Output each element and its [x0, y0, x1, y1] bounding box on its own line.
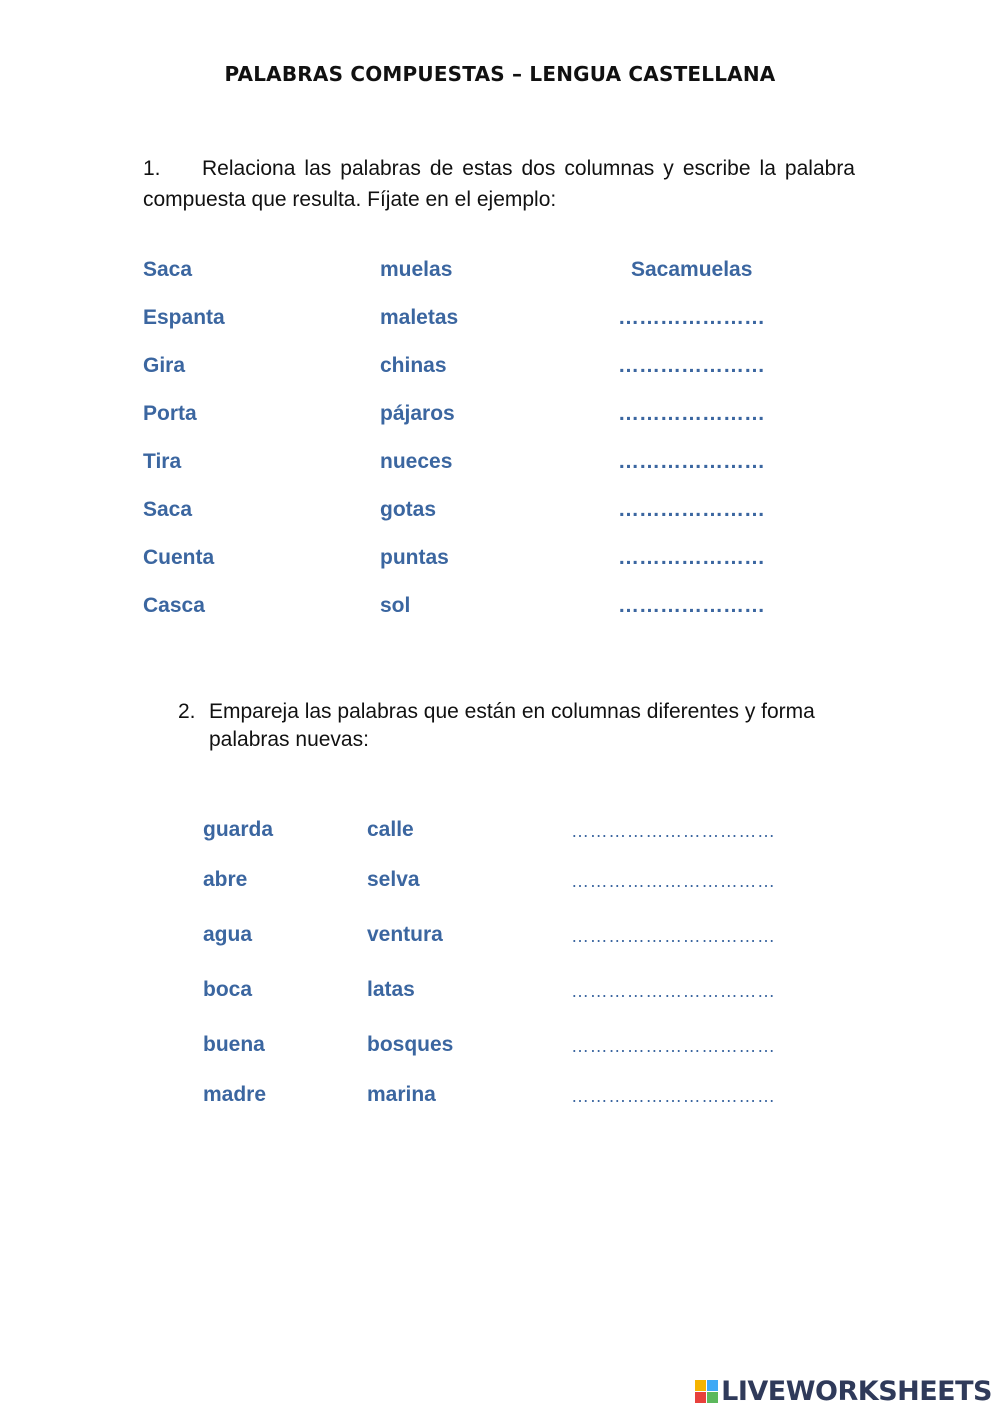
table-row	[143, 594, 863, 642]
first-word: Gira	[143, 354, 186, 377]
table-row	[143, 546, 863, 594]
answer-blank[interactable]: ……………………………	[571, 981, 776, 1001]
table-row	[143, 258, 863, 306]
logo-text: LIVEWORKSHEETS	[721, 1375, 992, 1407]
table-row	[203, 868, 853, 898]
first-word: boca	[203, 978, 253, 1001]
answer-blank[interactable]: …………………	[618, 306, 765, 329]
table-row	[203, 923, 853, 953]
answer-blank[interactable]: …………………	[618, 402, 765, 425]
first-word: Cuenta	[143, 546, 215, 569]
second-word: bosques	[367, 1033, 454, 1056]
table-row	[203, 978, 853, 1008]
second-word: nueces	[380, 450, 453, 473]
first-word: buena	[203, 1033, 265, 1056]
second-word: muelas	[380, 258, 453, 281]
table-row	[203, 1033, 853, 1063]
logo-icon	[695, 1380, 718, 1403]
table-row	[203, 1083, 853, 1113]
logo-square	[695, 1392, 706, 1403]
example-answer: Sacamuelas	[631, 258, 753, 281]
second-word: pájaros	[380, 402, 455, 425]
exercise-2-instruction	[178, 698, 858, 754]
exercise-1-number: 1.	[143, 157, 161, 180]
logo-square	[707, 1392, 718, 1403]
first-word: Porta	[143, 402, 197, 425]
first-word: abre	[203, 868, 248, 891]
second-word: gotas	[380, 498, 437, 521]
table-row	[143, 306, 863, 354]
answer-blank[interactable]: …………………	[618, 354, 765, 377]
first-word: madre	[203, 1083, 267, 1106]
table-row	[143, 354, 863, 402]
second-word: maletas	[380, 306, 459, 329]
logo-square	[707, 1380, 718, 1391]
first-word: guarda	[203, 818, 274, 841]
exercise-1-table	[143, 258, 863, 642]
table-row	[143, 402, 863, 450]
exercise-1-text: Relaciona las palabras de estas dos columnas y escribe la palabra compuesta que resulta. Fíjate en el ejemplo:	[143, 157, 855, 211]
logo-square	[695, 1380, 706, 1391]
table-row	[143, 450, 863, 498]
answer-blank[interactable]: …………………	[618, 450, 765, 473]
second-word: ventura	[367, 923, 443, 946]
second-word: latas	[367, 978, 415, 1001]
answer-blank[interactable]: ……………………………	[571, 1086, 776, 1106]
exercise-2-text: Empareja las palabras que están en columnas diferentes y forma palabras nuevas:	[209, 700, 815, 751]
answer-blank[interactable]: …………………	[618, 498, 765, 521]
second-word: puntas	[380, 546, 449, 569]
answer-blank[interactable]: ……………………………	[571, 821, 776, 841]
answer-blank[interactable]: ……………………………	[571, 926, 776, 946]
first-word: agua	[203, 923, 253, 946]
second-word: sol	[380, 594, 411, 617]
second-word: chinas	[380, 354, 447, 377]
answer-blank[interactable]: ……………………………	[571, 1036, 776, 1056]
exercise-2-number: 2.	[178, 700, 196, 723]
second-word: marina	[367, 1083, 436, 1106]
answer-blank[interactable]: ……………………………	[571, 871, 776, 891]
answer-blank[interactable]: …………………	[618, 594, 765, 617]
first-word: Saca	[143, 258, 193, 281]
answer-blank[interactable]: …………………	[618, 546, 765, 569]
table-row	[203, 818, 853, 848]
table-row	[143, 498, 863, 546]
first-word: Casca	[143, 594, 205, 617]
first-word: Saca	[143, 498, 193, 521]
page-title: PALABRAS COMPUESTAS – LENGUA CASTELLANA	[224, 62, 776, 86]
second-word: selva	[367, 868, 420, 891]
first-word: Tira	[143, 450, 182, 473]
first-word: Espanta	[143, 306, 225, 329]
liveworksheets-logo	[695, 1374, 992, 1408]
second-word: calle	[367, 818, 414, 841]
exercise-1-instruction	[143, 153, 855, 215]
